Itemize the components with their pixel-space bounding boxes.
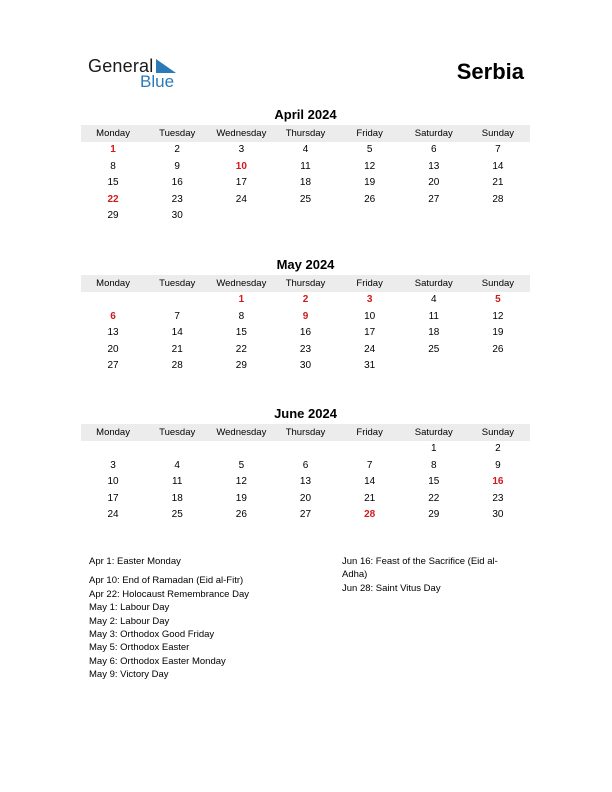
day-cell: 26 <box>492 343 504 355</box>
holiday-note: May 9: Victory Day <box>89 669 169 681</box>
day-cell: 12 <box>492 310 504 322</box>
day-cell: 21 <box>364 492 376 504</box>
weekday-header: Sunday <box>481 427 515 438</box>
holiday-day-cell: 1 <box>238 294 245 305</box>
day-cell: 18 <box>299 177 312 189</box>
day-cell: 20 <box>107 343 119 355</box>
weekday-header: Tuesday <box>159 128 196 139</box>
holiday-note: Apr 10: End of Ramadan (Eid al-Fitr) <box>89 575 244 587</box>
day-cell: 24 <box>107 509 119 521</box>
day-cell: 10 <box>107 476 119 488</box>
weekday-header-row <box>81 275 530 292</box>
month-title: June 2024 <box>274 406 337 421</box>
logo-triangle-icon <box>156 59 176 73</box>
holiday-day-cell: 5 <box>495 294 501 305</box>
day-cell: 16 <box>299 327 312 339</box>
day-cell: 7 <box>174 310 180 322</box>
day-cell: 26 <box>235 509 247 521</box>
weekday-header: Wednesday <box>216 278 267 289</box>
day-cell: 25 <box>428 343 440 355</box>
week-row <box>81 474 530 491</box>
day-cell: 12 <box>235 476 247 488</box>
week-row <box>81 175 530 192</box>
holiday-note: Apr 22: Holocaust Remembrance Day <box>89 588 249 600</box>
empty-day-cell <box>273 441 337 458</box>
holiday-note: May 1: Labour Day <box>89 602 170 614</box>
day-cell: 27 <box>107 360 119 372</box>
day-cell: 22 <box>428 492 440 504</box>
day-cell: 7 <box>366 459 373 471</box>
country-title: Serbia <box>456 59 524 84</box>
day-cell: 15 <box>235 327 247 339</box>
empty-day-cell <box>402 208 466 225</box>
weekday-header: Thursday <box>285 427 326 438</box>
day-cell: 18 <box>171 492 183 504</box>
holiday-day-cell: 3 <box>366 294 373 305</box>
empty-day-cell <box>209 208 273 225</box>
day-cell: 18 <box>428 327 440 339</box>
holiday-day-cell: 10 <box>235 160 247 172</box>
holiday-note: May 2: Labour Day <box>89 615 170 627</box>
day-cell: 24 <box>364 343 376 355</box>
day-cell: 8 <box>110 160 116 172</box>
week-row <box>81 342 530 359</box>
holiday-day-cell: 28 <box>364 509 376 521</box>
day-cell: 25 <box>299 193 312 205</box>
holiday-note: May 3: Orthodox Good Friday <box>89 629 215 641</box>
day-cell: 11 <box>172 476 183 488</box>
weekday-header: Monday <box>96 427 130 438</box>
week-row <box>81 192 530 209</box>
day-cell: 6 <box>430 144 437 155</box>
weekday-header: Monday <box>96 128 130 139</box>
empty-day-cell <box>273 208 337 225</box>
day-cell: 13 <box>428 160 440 172</box>
week-row <box>81 142 530 159</box>
day-cell: 2 <box>495 443 501 454</box>
week-row <box>81 441 530 458</box>
holiday-day-cell: 1 <box>110 144 116 155</box>
weekday-header: Saturday <box>414 128 453 139</box>
holiday-note: May 6: Orthodox Easter Monday <box>89 655 226 667</box>
weekday-header-row <box>81 125 530 142</box>
weekday-header: Sunday <box>481 128 515 139</box>
holiday-day-cell: 2 <box>302 294 309 305</box>
week-row <box>81 159 530 176</box>
day-cell: 27 <box>428 193 440 205</box>
day-cell: 30 <box>299 360 312 372</box>
day-cell: 15 <box>428 476 440 488</box>
weekday-header: Thursday <box>285 128 326 139</box>
day-cell: 16 <box>171 177 183 189</box>
day-cell: 3 <box>238 144 245 155</box>
day-cell: 5 <box>366 144 373 155</box>
generalblue-logo <box>88 56 188 92</box>
weekday-header: Friday <box>356 427 383 438</box>
week-row <box>81 292 530 309</box>
day-cell: 21 <box>171 343 183 355</box>
day-cell: 28 <box>492 193 504 205</box>
weekday-header-row <box>81 424 530 441</box>
month-calendar <box>81 257 530 375</box>
holiday-day-cell: 22 <box>107 193 119 205</box>
weekday-header: Monday <box>96 278 130 289</box>
month-calendar <box>81 107 530 225</box>
empty-day-cell <box>338 208 402 225</box>
day-cell: 25 <box>171 509 183 521</box>
day-cell: 4 <box>302 144 309 155</box>
day-cell: 5 <box>238 459 245 471</box>
logo-text-general: General <box>88 56 154 76</box>
day-cell: 14 <box>492 160 504 172</box>
week-row <box>81 358 530 375</box>
weekday-header: Wednesday <box>216 128 267 139</box>
empty-day-cell <box>81 441 145 458</box>
empty-day-cell <box>402 358 466 375</box>
day-cell: 9 <box>174 160 180 172</box>
day-cell: 29 <box>107 210 119 222</box>
day-cell: 26 <box>364 193 376 205</box>
empty-day-cell <box>81 292 145 309</box>
day-cell: 19 <box>235 492 247 504</box>
day-cell: 28 <box>171 360 183 372</box>
day-cell: 12 <box>364 160 376 172</box>
weekday-header: Saturday <box>414 427 453 438</box>
day-cell: 21 <box>492 177 504 189</box>
holiday-note: Adha) <box>342 569 368 581</box>
day-cell: 4 <box>174 459 180 471</box>
empty-day-cell <box>145 292 209 309</box>
weekday-header: Wednesday <box>216 427 267 438</box>
day-cell: 29 <box>428 509 440 521</box>
day-cell: 13 <box>107 327 119 339</box>
day-cell: 23 <box>171 193 183 205</box>
holiday-day-cell: 6 <box>110 310 116 322</box>
weekday-header: Friday <box>356 128 383 139</box>
week-row <box>81 458 530 475</box>
day-cell: 23 <box>299 343 312 355</box>
weekday-header: Friday <box>356 278 383 289</box>
day-cell: 29 <box>235 360 247 372</box>
month-calendar <box>81 406 530 524</box>
day-cell: 11 <box>428 310 439 322</box>
day-cell: 7 <box>495 144 501 155</box>
holiday-note: May 5: Orthodox Easter <box>89 642 190 654</box>
week-row <box>81 208 530 225</box>
day-cell: 1 <box>430 443 437 454</box>
weekday-header: Tuesday <box>159 278 196 289</box>
day-cell: 20 <box>299 492 312 504</box>
day-cell: 6 <box>302 459 309 471</box>
empty-day-cell <box>338 441 402 458</box>
day-cell: 14 <box>171 327 183 339</box>
day-cell: 4 <box>430 294 437 305</box>
day-cell: 11 <box>300 160 311 172</box>
day-cell: 3 <box>110 459 116 471</box>
holiday-day-cell: 9 <box>302 310 309 322</box>
holiday-day-cell: 16 <box>492 476 504 488</box>
day-cell: 30 <box>492 509 504 521</box>
holiday-note: Jun 16: Feast of the Sacrifice (Eid al- <box>342 556 498 567</box>
empty-day-cell <box>466 208 530 225</box>
day-cell: 8 <box>430 459 437 471</box>
empty-day-cell <box>209 441 273 458</box>
week-row <box>81 309 530 326</box>
weekday-header: Sunday <box>481 278 515 289</box>
day-cell: 17 <box>107 492 119 504</box>
day-cell: 15 <box>107 177 119 189</box>
day-cell: 8 <box>238 310 245 322</box>
logo-text-blue: Blue <box>140 72 175 91</box>
weekday-header: Thursday <box>285 278 326 289</box>
week-row <box>81 507 530 524</box>
day-cell: 17 <box>235 177 247 189</box>
day-cell: 22 <box>235 343 247 355</box>
day-cell: 19 <box>364 177 376 189</box>
day-cell: 2 <box>174 144 180 155</box>
day-cell: 20 <box>428 177 440 189</box>
weekday-header: Saturday <box>414 278 453 289</box>
day-cell: 23 <box>492 492 504 504</box>
day-cell: 10 <box>364 310 376 322</box>
holiday-note: Jun 28: Saint Vitus Day <box>342 582 441 594</box>
day-cell: 31 <box>364 360 376 372</box>
day-cell: 19 <box>492 327 504 339</box>
day-cell: 9 <box>495 459 501 471</box>
empty-day-cell <box>145 441 209 458</box>
day-cell: 24 <box>235 193 247 205</box>
holiday-notes-left <box>89 555 329 682</box>
week-row <box>81 491 530 508</box>
week-row <box>81 325 530 342</box>
day-cell: 27 <box>299 509 312 521</box>
day-cell: 17 <box>364 327 376 339</box>
weekday-header: Tuesday <box>159 427 196 438</box>
day-cell: 14 <box>364 476 376 488</box>
day-cell: 13 <box>299 476 312 488</box>
day-cell: 30 <box>171 210 183 222</box>
holiday-note: Apr 1: Easter Monday <box>89 556 181 567</box>
month-title: April 2024 <box>274 107 337 122</box>
month-title: May 2024 <box>276 257 335 272</box>
holiday-notes-right <box>342 555 517 595</box>
empty-day-cell <box>466 358 530 375</box>
